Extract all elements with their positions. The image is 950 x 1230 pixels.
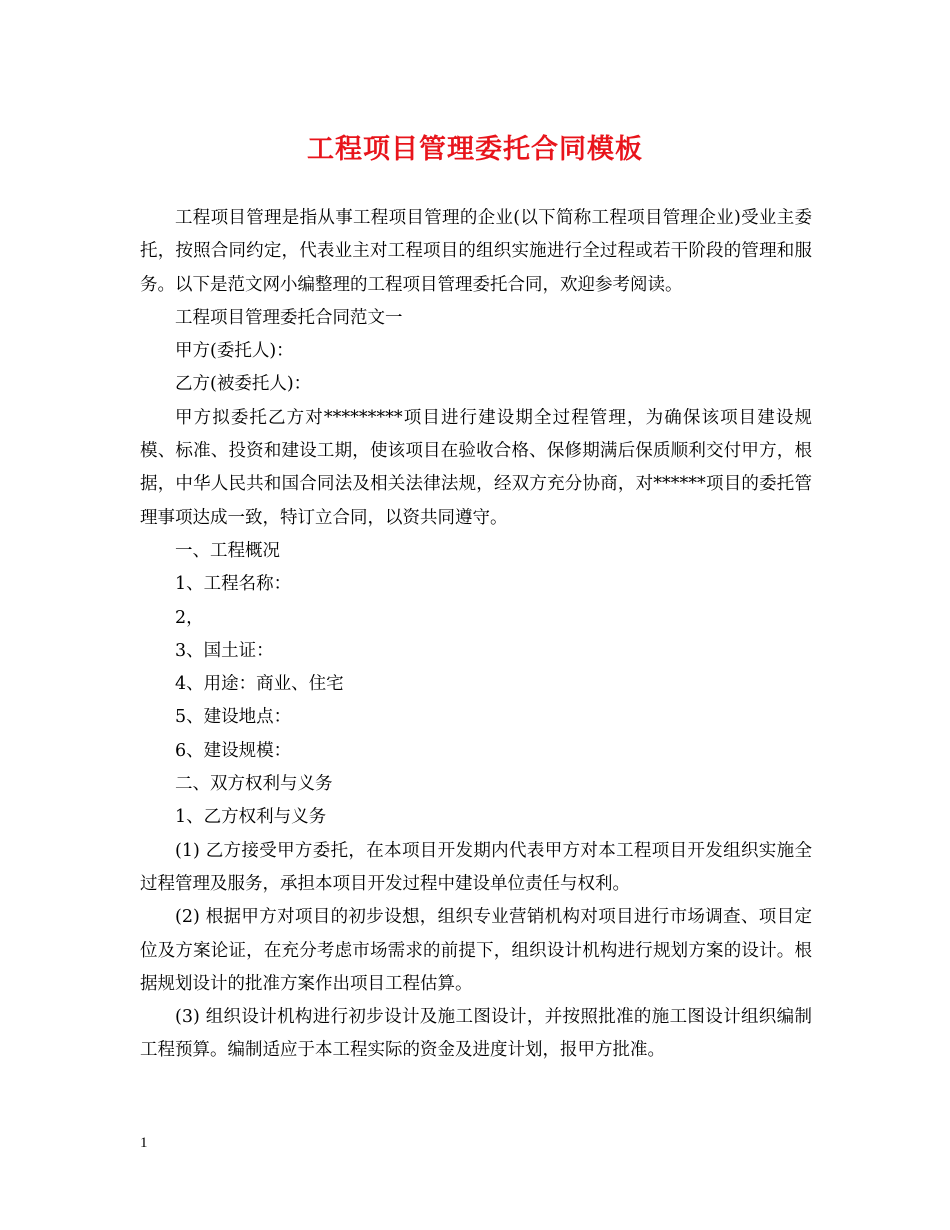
subsection-heading-party-b: 1、乙方权利与义务: [175, 807, 327, 828]
clause-3: (3) 组织设计机构进行初步设计及施工图设计，并按照批准的施工图设计组织编制工程预算。编制适应于本工程实际的资金及进度计划，报甲方批准。: [140, 1007, 812, 1061]
list-item-project-name: 1、工程名称：: [175, 574, 292, 595]
document-title: 工程项目管理委托合同模板: [307, 134, 643, 165]
list-item-location: 5、建设地点：: [175, 707, 292, 728]
list-item-2: 2，: [175, 607, 204, 628]
paragraph-party-a: 甲方(委托人)：: [175, 341, 294, 362]
clause-2: (2) 根据甲方对项目的初步设想，组织专业营销机构对项目进行市场调查、项目定位及方案论证，在充分考虑市场需求的前提下，组织设计机构进行规划方案的设计。根据规划设计的批准方案作出项目工程估算。: [140, 907, 812, 994]
page-number: 1: [140, 1135, 148, 1151]
list-item-land-certificate: 3、国土证：: [175, 640, 274, 661]
section-heading-rights-obligations: 二、双方权利与义务: [175, 774, 333, 795]
paragraph-party-b: 乙方(被委托人)：: [175, 374, 312, 395]
list-item-scale: 6、建设规模：: [175, 740, 292, 761]
section-heading-project-overview: 一、工程概况: [175, 540, 280, 561]
document-body: [140, 202, 812, 1068]
paragraph-intro: 工程项目管理是指从事工程项目管理的企业(以下简称工程项目管理企业)受业主委托，按照合同约定，代表业主对工程项目的组织实施进行全过程或若干阶段的管理和服务。以下是范文网小编整理的工程项目管理委托合同，欢迎参考阅读。: [140, 208, 812, 295]
list-item-usage: 4、用途：商业、住宅: [175, 674, 344, 695]
paragraph-sample-heading: 工程项目管理委托合同范文一: [175, 307, 403, 328]
clause-1: (1) 乙方接受甲方委托，在本项目开发期内代表甲方对本工程项目开发组织实施全过程管理及服务，承担本项目开发过程中建设单位责任与权利。: [140, 840, 812, 894]
paragraph-purpose: 甲方拟委托乙方对*********项目进行建设期全过程管理，为确保该项目建设规模、标准、投资和建设工期，使该项目在验收合格、保修期满后保质顺利交付甲方，根据，中华人民共和国合同法及相关法律法规，经双方充分协商，对******项目的委托管理事项达成一致，特订立合同，以资共同遵守。: [140, 407, 812, 528]
